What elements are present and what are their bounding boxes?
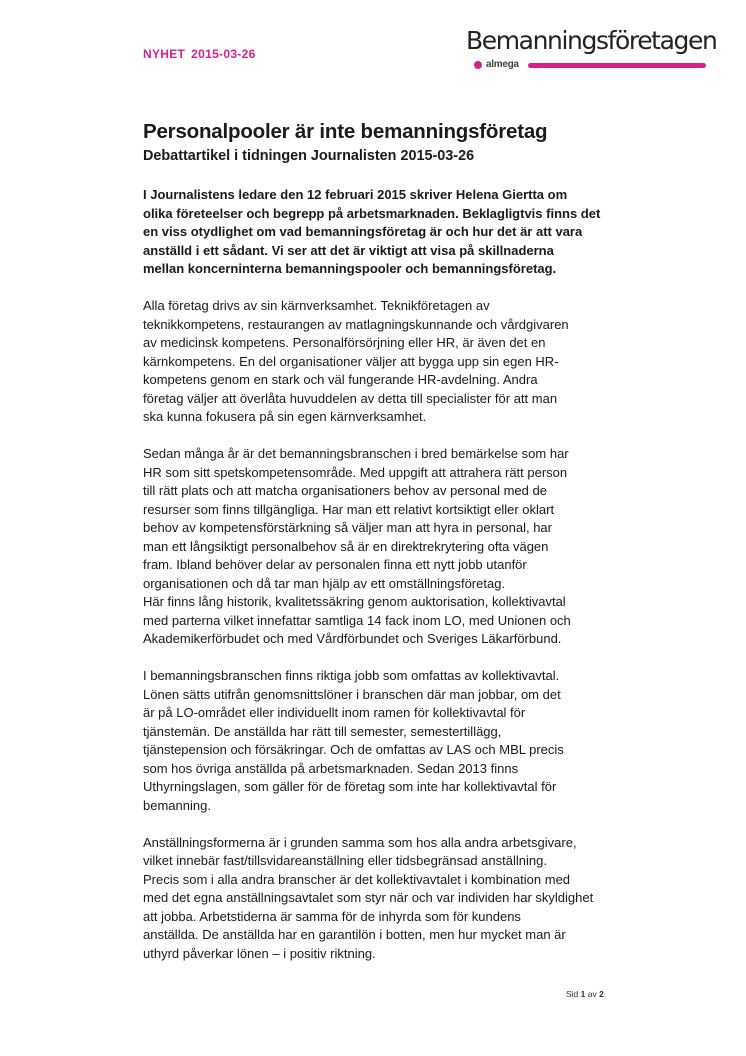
logo-wordmark: Bemanningsföretagen [466,26,717,55]
news-tag [143,47,256,61]
logo-subtitle: almega [486,59,519,70]
article-paragraph: I bemanningsbranschen finns riktiga jobb som omfattas av kollektivavtal. Lönen sätts utifrån genomsnittslöner i branschen där man jobbar, om det är på LO-området eller individuellt inom ramen för kollektivavtal för tjänstemän. De anställda har rätt till semester, semestertillägg, tjänstepension och försäkringar. Och de omfattas av LAS och MBL precis som hos övriga anställda på arbetsmarknaden. Sedan 2013 finns Uthyrningslagen, som gäller för de företag som inte har kollektivavtal för bemanning. [143,668,564,813]
news-date: 2015-03-26 [191,47,256,61]
page-total: 2 [599,989,604,999]
article-title: Personalpooler är inte bemanningsföretag [143,120,548,143]
article-paragraph: Alla företag drivs av sin kärnverksamhet. Teknikföretagen av teknikkompetens, restaurangen av matlagningskunnande och vårdgivaren av medicinsk kompetens. Personalförsörjning eller HR, är även det en kärnkompetens. En del organisationer väljer att bygga upp sin egen HR- kompetens genom en stark och väl fungerande HR-avdelning. Andra företag väljer att överlåta huvuddelen av detta till specialister för att man ska kunna fokusera på sin egen kärnverksamhet. [143,298,569,424]
article-subtitle: Debattartikel i tidningen Journalisten 2015-03-26 [143,148,475,164]
logo-underline [528,63,706,68]
article-lead: I Journalistens ledare den 12 februari 2015 skriver Helena Giertta om olika företeelser och begrepp på arbetsmarknaden. Beklagligtvis finns det en viss otydlighet om vad bemanningsföretag är och hur det är att vara anställd i ett sådant. Vi ser att det är viktigt att visa på skillnaderna mellan koncerninterna bemanningspooler och bemanningsföretag. [143,187,601,276]
page-label: Sid [566,989,579,999]
bemanningsforetagen-logo [466,26,717,74]
news-label: NYHET [143,47,186,61]
article-body [143,186,613,982]
page-separator: av [587,989,597,999]
page-current: 1 [580,989,586,999]
logo-bar [474,61,706,69]
logo-dot-icon [474,61,482,69]
page-number [566,989,604,999]
article-paragraph: Sedan många år är det bemanningsbranschen i bred bemärkelse som har HR som sitt spetskompetensområde. Med uppgift att attrahera rätt person till rätt plats och att matcha organisationers behov av personal med de resurser som finns tillgängliga. Har man ett relativt kortsiktigt eller oklart behov av kompetensförstärkning så väljer man att hyra in personal, har man ett långsiktigt personalbehov så är en direktrekrytering ofta vägen fram. Ibland behöver delar av personalen finna ett nytt jobb utanför organisationen och då tar man hjälp av ett omställningsföretag. Här finns lång historik, kvalitetssäkring genom auktorisation, kollektivavtal med parterna vilket innefattar samtliga 14 fack inom LO, med Unionen och Akademikerförbudet och med Vårdförbundet och Sveriges Läkarförbund. [143,446,571,646]
article-paragraph: Anställningsformerna är i grunden samma som hos alla andra arbetsgivare, vilket innebär fast/tillsvidareanställning eller tidsbegränsad anställning. Precis som i alla andra branscher är det kollektivavtalet i kombination med med det egna anställningsavtalet som styr när och var individen har skyldighet att jobba. Arbetstiderna är samma för de inhyrda som för kundens anställda. De anställda har en garantilön i botten, men hur mycket man är uthyrd påverkar lönen – i positiv riktning. [143,834,594,961]
